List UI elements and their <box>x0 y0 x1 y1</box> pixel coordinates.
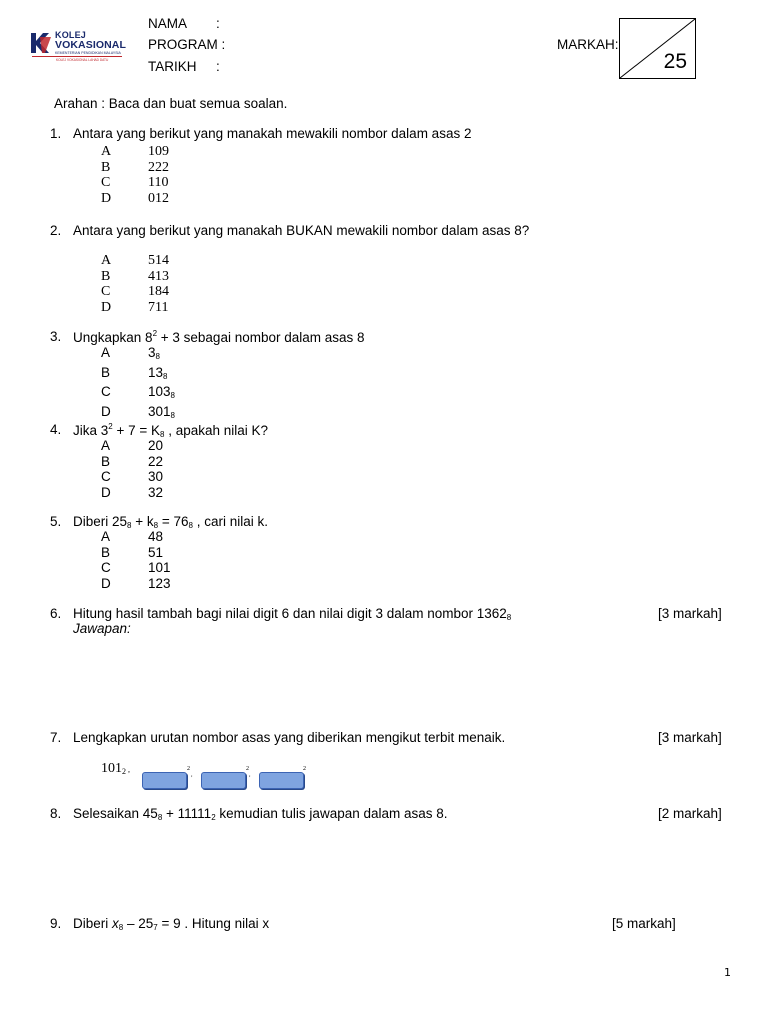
markah-label: MARKAH: <box>557 37 619 52</box>
q7-text: Lengkapkan urutan nombor asas yang diberikan mengikut terbit menaik. <box>73 730 506 745</box>
q9-marks: [5 markah] <box>612 916 676 931</box>
option-row: C $103_8$ <box>101 384 175 400</box>
q4-number: 4. <box>50 422 62 437</box>
blank-1-base: 2 <box>187 766 190 772</box>
option-row: D 711 <box>101 299 169 315</box>
q3-number: 3. <box>50 329 62 344</box>
program-label: PROGRAM : <box>148 37 226 52</box>
q8-marks: [2 markah] <box>658 806 722 821</box>
logo-text-college: KOLEJ VOKASIONAL LAHAD DATU <box>56 58 109 62</box>
answer-blank-2[interactable] <box>201 772 246 789</box>
option-row: A 109 <box>101 144 169 159</box>
option-row: B $13_8$ <box>101 364 168 381</box>
total-score: 25 <box>663 50 687 73</box>
q6-text: Hitung hasil tambah bagi nilai digit 6 dan nilai digit 3 dalam nombor $1362_8$ <box>73 606 512 622</box>
q7-sequence-start: $101_2$ , <box>101 761 130 776</box>
q1-number: 1. <box>50 126 62 141</box>
option-row: A 48 <box>101 529 164 544</box>
q5-number: 5. <box>50 514 62 529</box>
page-number: 1 <box>724 966 731 979</box>
option-row: A 20 <box>101 438 164 453</box>
logo-text-kolej: KOLEJ <box>55 30 87 40</box>
blank-3-base: 2 <box>303 766 306 772</box>
q8-number: 8. <box>50 806 62 821</box>
q2-options <box>101 253 169 315</box>
option-row: B 22 <box>101 453 164 469</box>
score-box <box>619 18 696 79</box>
option-row: B 222 <box>101 159 169 175</box>
q2-text: Antara yang berikut yang manakah BUKAN mewakili nombor dalam asas 8? <box>73 223 530 238</box>
answer-blank-1[interactable] <box>142 772 187 789</box>
logo-text-ministry: KEMENTERIAN PENDIDIKAN MALAYSIA <box>55 51 121 55</box>
q3-text: Ungkapkan $8^2 + 3$ sebagai nombor dalam asas 8 <box>73 329 365 345</box>
q7-number: 7. <box>50 730 62 745</box>
logo-text-vokasional: VOKASIONAL <box>55 39 127 51</box>
q1-text: Antara yang berikut yang manakah mewakili nombor dalam asas 2 <box>73 126 472 141</box>
option-row: D 123 <box>101 575 171 591</box>
q6-answer-label: Jawapan: <box>73 621 131 636</box>
tarikh-label: TARIKH <box>148 59 197 74</box>
q8-text: Selesaikan $45_8 + 11111_2$ kemudian tulis jawapan dalam asas 8. <box>73 806 448 822</box>
q9-text: Diberi $x_8 - 25_7 = 9$ . Hitung nilai x <box>73 916 270 932</box>
tarikh-colon: : <box>216 59 220 74</box>
blank-1-comma: , <box>191 772 193 778</box>
logo-divider <box>32 56 122 57</box>
q3-options <box>101 345 175 423</box>
option-row: C 110 <box>101 175 169 190</box>
blank-2-comma: , <box>249 772 251 778</box>
blank-2-base: 2 <box>246 766 249 772</box>
kv-logo-icon <box>30 32 52 54</box>
q7-marks: [3 markah] <box>658 730 722 745</box>
answer-blank-3[interactable] <box>259 772 304 789</box>
q4-options <box>101 438 163 500</box>
nama-colon: : <box>216 16 220 31</box>
q9-number: 9. <box>50 916 62 931</box>
q4-text: Jika $3^2 + 7 = K_8$ , apakah nilai K? <box>73 422 269 439</box>
nama-label: NAMA <box>148 16 188 31</box>
q1-options <box>101 144 169 206</box>
q5-text: Diberi $25_8 + k_8 = 76_8$ , cari nilai k. <box>73 514 268 530</box>
option-row: C 30 <box>101 469 164 484</box>
option-row: A 514 <box>101 253 169 268</box>
instruction: Arahan : Baca dan buat semua soalan. <box>54 96 288 111</box>
q2-number: 2. <box>50 223 62 238</box>
q5-options <box>101 529 171 591</box>
option-row: D 012 <box>101 190 169 206</box>
q6-number: 6. <box>50 606 62 621</box>
option-row: D 32 <box>101 484 164 500</box>
option-row: B 51 <box>101 544 164 560</box>
option-row: C 184 <box>101 284 169 299</box>
option-row: C 101 <box>101 560 171 575</box>
option-row: A $3_8$ <box>101 345 160 361</box>
option-row: B 413 <box>101 268 169 284</box>
college-logo <box>30 30 127 64</box>
option-row: D $301_8$ <box>101 403 175 420</box>
q6-marks: [3 markah] <box>658 606 722 621</box>
